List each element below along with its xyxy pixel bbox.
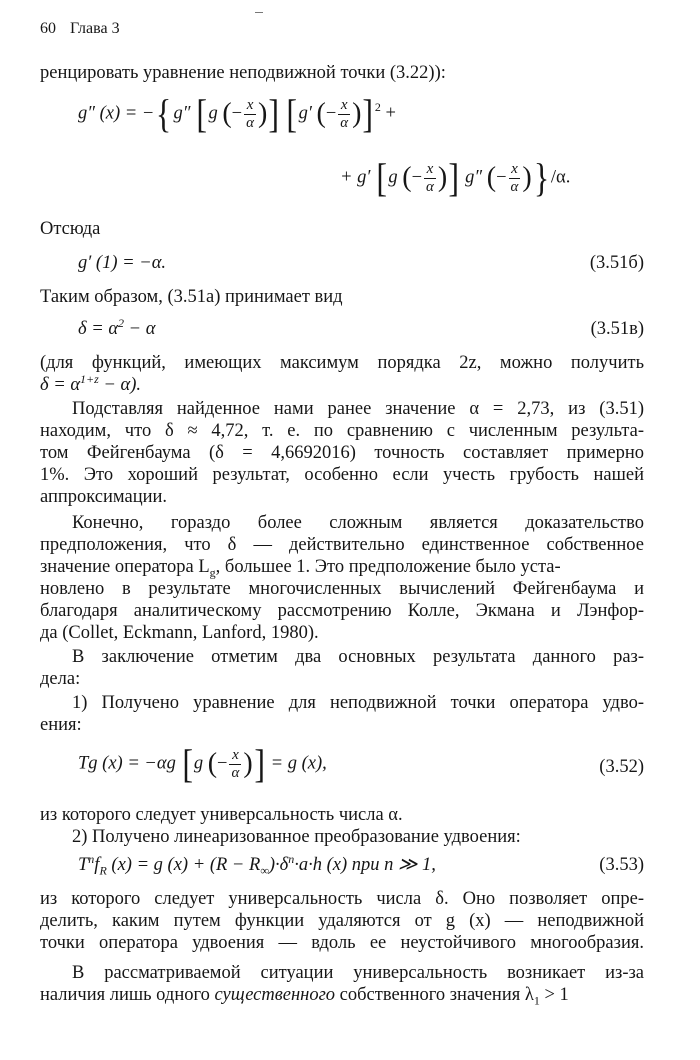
equation-g-double-prime-line1: g″ (x) = −{ g″ [g (− $\frac{x}{\alpha}$ )] [g′ (− $\frac{x}{\alpha}$ )]$^2$ + bbox=[78, 91, 396, 136]
text-line: Подставляя найденное нами ранее значение α = 2,73, из (3.51) bbox=[72, 399, 644, 419]
text-line: да (Collet, Eckmann, Lanford, 1980). bbox=[40, 623, 319, 643]
text-line: ения: bbox=[40, 715, 82, 735]
text-line: ренцировать уравнение неподвижной точки (3.22)): bbox=[40, 63, 446, 83]
text-line: значение оператора $L_g$, большее 1. Это предположение было уста- bbox=[40, 557, 561, 580]
text-line: из которого следует универсальность числа α. bbox=[40, 805, 403, 825]
equation-linearized-doubling: $T^nf_R$ (x) = g $(x) + (R - R_\infty)\cdot\delta^n\cdot a\cdot h$ (x) при n ≫ 1, bbox=[78, 851, 436, 878]
text-line: 1%. Это хороший результат, особенно если учесть грубость нашей bbox=[40, 465, 644, 485]
equation-delta: $\delta = \alpha^2 - \alpha$ bbox=[78, 315, 156, 339]
page-number: 60 bbox=[40, 20, 56, 37]
text-line: находим, что δ ≈ 4,72, т. е. по сравнению с численным результа- bbox=[40, 421, 644, 441]
running-header bbox=[40, 20, 120, 38]
text-line: делить, каким путем функции удаляются от g (x) — неподвижной bbox=[40, 911, 644, 931]
text-line: благодаря аналитическому рассмотрению Колле, Экмана и Лэнфор- bbox=[40, 601, 644, 621]
text-line: (для функций, имеющих максимум порядка 2z, можно получить bbox=[40, 353, 644, 373]
text-line: Таким образом, (3.51а) принимает вид bbox=[40, 287, 343, 307]
chapter-title: Глава 3 bbox=[70, 20, 120, 37]
text-line: новлено в результате многочисленных вычислений Фейгенбаума и bbox=[40, 579, 644, 599]
equation-g-double-prime-line2: + g′ [g (− $\frac{x}{\alpha}$ )] g″ (− $\frac{x}{\alpha}$ )} /α. bbox=[340, 155, 571, 200]
text-line: В рассматриваемой ситуации универсальность возникает из-за bbox=[72, 963, 644, 983]
text-line: Конечно, гораздо более сложным является доказательство bbox=[72, 513, 644, 533]
text-line: наличия лишь одного существенного собственного значения $\lambda_1 > 1$ bbox=[40, 985, 569, 1008]
text-line: точки оператора удвоения — вдоль ее неустойчивого многообразия. bbox=[40, 933, 644, 953]
equation-delta-z: $\delta = \alpha^{1+z} - \alpha$). bbox=[40, 371, 142, 395]
equation-g-prime-1: g′ (1) = −α. bbox=[78, 253, 167, 273]
text-line: предположения, что δ — действительно единственное собственное bbox=[40, 535, 644, 555]
equation-doubling-fixed-point: Tg (x) = −αg [g (− $\frac{x}{\alpha}$ )] = g (x), bbox=[78, 741, 327, 786]
text-line: 1) Получено уравнение для неподвижной точки оператора удво- bbox=[72, 693, 644, 713]
equation-number: (3.53) bbox=[599, 855, 644, 875]
text-line: Отсюда bbox=[40, 219, 101, 239]
text-line: В заключение отметим два основных результата данного раз- bbox=[72, 647, 644, 667]
equation-number: (3.52) bbox=[599, 757, 644, 777]
text-line: том Фейгенбаума (δ = 4,6692016) точность составляет примерно bbox=[40, 443, 644, 463]
text-line: аппроксимации. bbox=[40, 487, 168, 507]
equation-number: (3.51б) bbox=[589, 253, 644, 273]
print-mark bbox=[255, 12, 263, 13]
text-line: из которого следует универсальность числа δ. Оно позволяет опре- bbox=[40, 889, 644, 909]
text-line: 2) Получено линеаризованное преобразование удвоения: bbox=[72, 827, 521, 847]
equation-number: (3.51в) bbox=[590, 319, 644, 339]
text-line: дела: bbox=[40, 669, 81, 689]
